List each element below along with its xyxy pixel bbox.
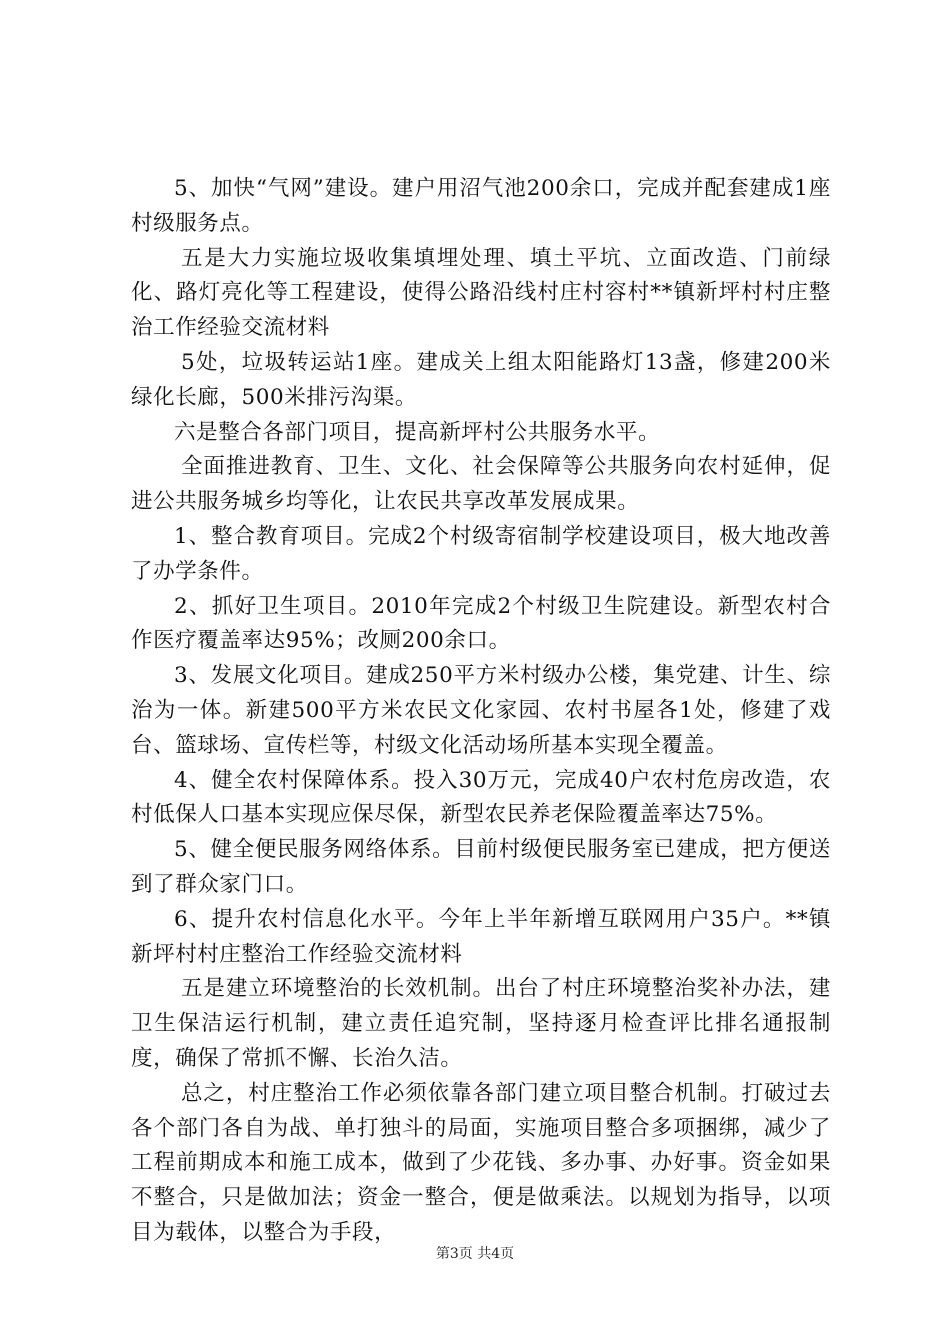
paragraph-convenience-service: 5、健全便民服务网络体系。目前村级便民服务室已建成，把方便送到了群众家门口。 [131,837,831,897]
paragraph-conclusion: 总之，村庄整治工作必须依靠各部门建立项目整合机制。打破过去各个部门各自为战、单打独斗的局面，实施项目整合多项捆绑，减少了工程前期成本和施工成本，做到了少花钱、多办事、办好事。资金如果不整合，只是做加法；资金一整合，便是做乘法。以规划为指导，以项目为载体，以整合为手段， [131,1080,831,1245]
paragraph-social-security: 4、健全农村保障体系。投入30万元，完成40户农村危房改造，农村低保人口基本实现应保尽保，新型农民养老保险覆盖率达75%。 [131,767,831,828]
paragraph-culture: 3、发展文化项目。建成250平方米村级办公楼，集党建、计生、综治为一体。新建500平方米农民文化家园、农村书屋各1处，修建了戏台、篮球场、宣传栏等，村级文化活动场所基本实现全覆盖。 [131,663,831,758]
paragraph-education: 1、整合教育项目。完成2个村级寄宿制学校建设项目，极大地改善了办学条件。 [131,523,831,584]
page-number-footer: 第3页 共4页 [435,1246,515,1262]
paragraph-public-service-heading: 六是整合各部门项目，提高新坪村公共服务水平。 [174,419,661,445]
document-body [131,172,831,1251]
paragraph-health: 2、抓好卫生项目。2010年完成2个村级卫生院建设。新型农村合作医疗覆盖率达95%；改厕200余口。 [131,593,831,654]
paragraph-long-term-mechanism: 五是建立环境整治的长效机制。出台了村庄环境整治奖补办法，建卫生保洁运行机制，建立责任追究制，坚持逐月检查评比排名通报制度，确保了常抓不懈、长治久洁。 [131,976,831,1071]
paragraph-biogas: 5、加快“气网”建设。建户用沼气池200余口，完成并配套建成1座村级服务点。 [131,176,831,236]
paragraph-informatization: 6、提升农村信息化水平。今年上半年新增互联网用户35户。**镇新坪村村庄整治工作经验交流材料 [131,906,831,967]
paragraph-garbage-disposal: 五是大力实施垃圾收集填埋处理、填土平坑、立面改造、门前绿化、路灯亮化等工程建设，使得公路沿线村庄村容村**镇新坪村村庄整治工作经验交流材料 [131,245,831,341]
paragraph-public-service: 全面推进教育、卫生、文化、社会保障等公共服务向农村延伸，促进公共服务城乡均等化，让农民共享改革发展成果。 [131,454,831,515]
paragraph-transfer-station: 5处，垃圾转运站1座。建成关上组太阳能路灯13盏，修建200米绿化长廊，500米排污沟渠。 [131,349,831,410]
